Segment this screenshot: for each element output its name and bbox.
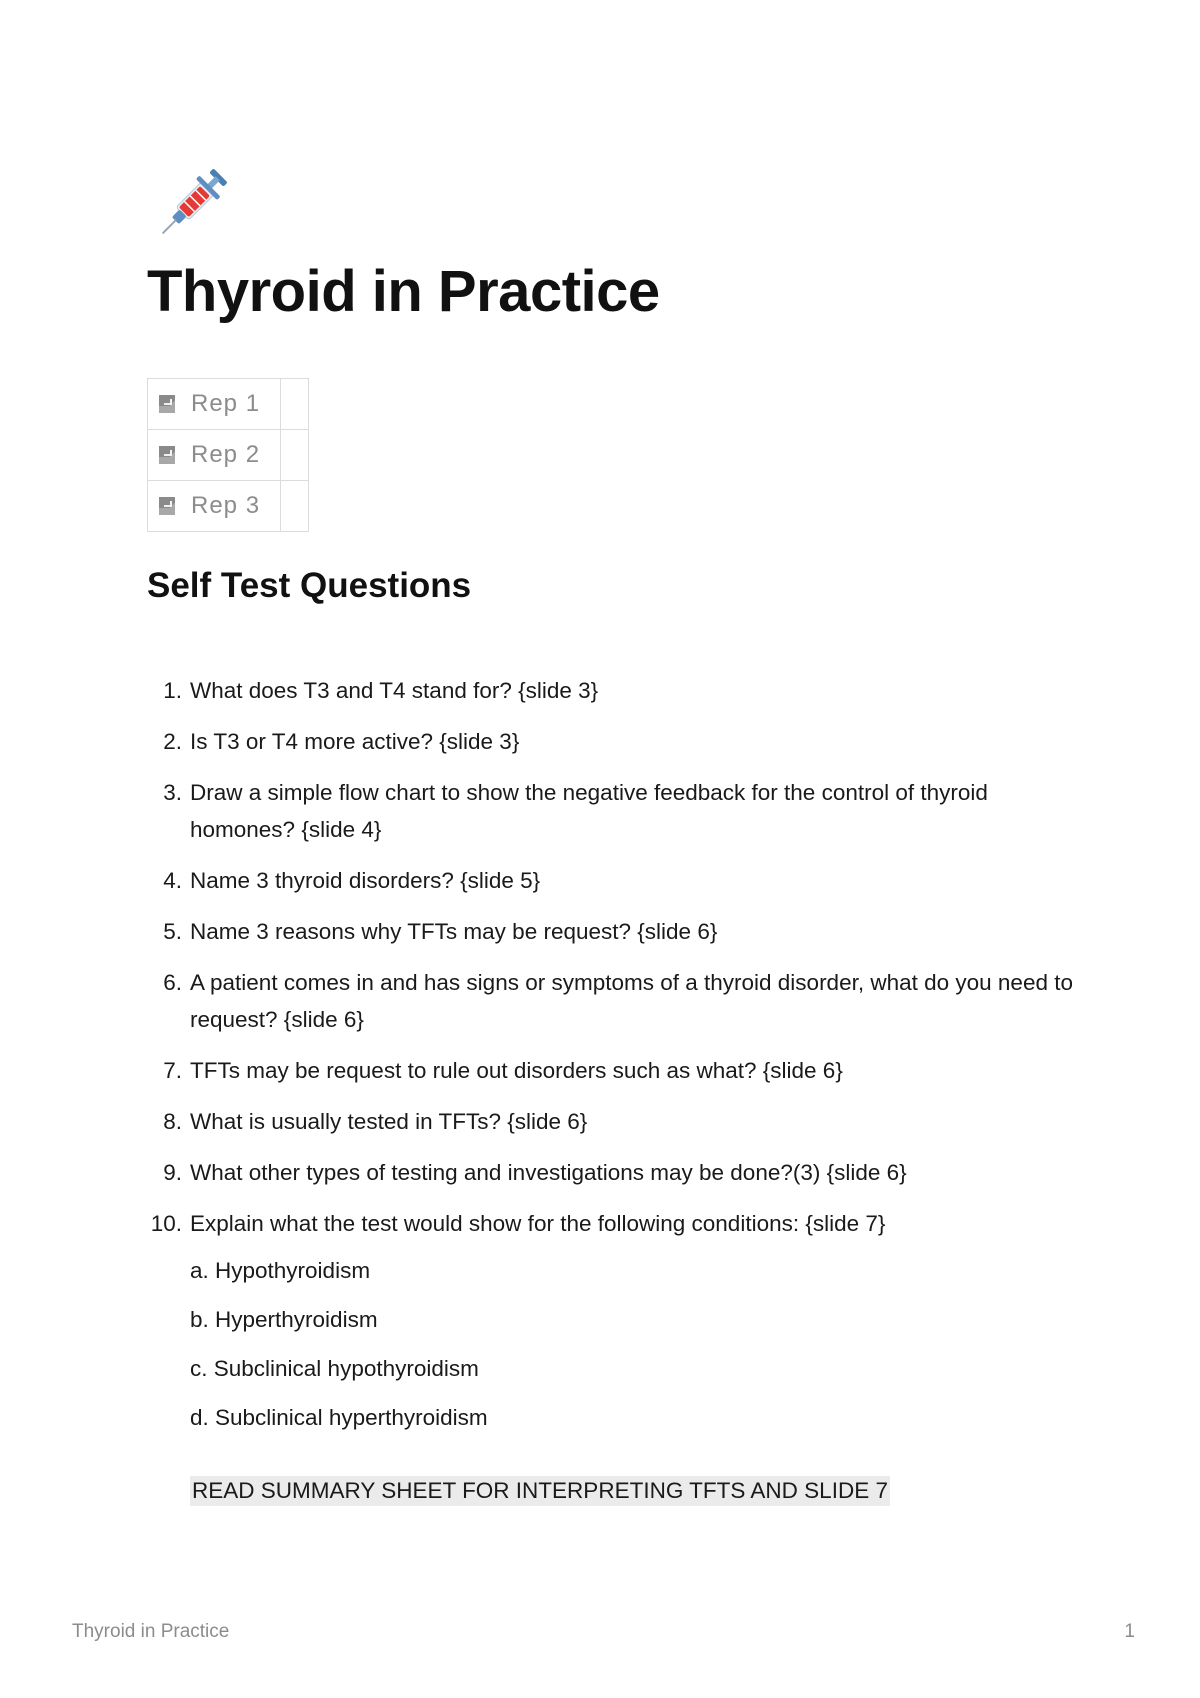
rep-link-2[interactable] bbox=[158, 441, 280, 469]
rep-label: Rep 1 bbox=[191, 390, 261, 417]
question-number: 1. bbox=[163, 678, 182, 703]
rep-link-1[interactable] bbox=[158, 390, 280, 418]
question-text: A patient comes in and has signs or symptoms of a thyroid disorder, what do you need to request? {slide 6} bbox=[190, 970, 1073, 1032]
condition-item: d. Subclinical hyperthyroidism bbox=[190, 1405, 488, 1430]
question-item bbox=[147, 1103, 1077, 1140]
page-number: 1 bbox=[1124, 1621, 1135, 1642]
rep-cell bbox=[148, 430, 281, 481]
syringe-icon bbox=[148, 158, 238, 248]
question-number: 7. bbox=[163, 1058, 182, 1083]
question-text: What is usually tested in TFTs? {slide 6} bbox=[190, 1109, 588, 1134]
table-row bbox=[148, 430, 309, 481]
footer-title: Thyroid in Practice bbox=[72, 1621, 230, 1642]
question-number: 8. bbox=[163, 1109, 182, 1134]
question-item bbox=[147, 964, 1077, 1038]
page-link-icon bbox=[158, 394, 178, 414]
question-item bbox=[147, 1205, 1077, 1436]
question-number: 9. bbox=[163, 1160, 182, 1185]
question-text: Draw a simple flow chart to show the negative feedback for the control of thyroid homones? {slide 4} bbox=[190, 780, 988, 842]
page-link-icon bbox=[158, 496, 178, 516]
table-row bbox=[148, 481, 309, 532]
condition-item: b. Hyperthyroidism bbox=[190, 1307, 378, 1332]
page-title: Thyroid in Practice bbox=[147, 259, 660, 324]
question-number: 3. bbox=[163, 780, 182, 805]
question-number: 5. bbox=[163, 919, 182, 944]
rep-cell bbox=[148, 481, 281, 532]
question-item bbox=[147, 774, 1077, 848]
condition-item: a. Hypothyroidism bbox=[190, 1258, 371, 1283]
empty-cell bbox=[281, 481, 309, 532]
question-item bbox=[147, 862, 1077, 899]
empty-cell bbox=[281, 430, 309, 481]
question-text: Name 3 thyroid disorders? {slide 5} bbox=[190, 868, 541, 893]
rep-links-table bbox=[147, 378, 309, 532]
condition-item: c. Subclinical hypothyroidism bbox=[190, 1356, 479, 1381]
rep-label: Rep 2 bbox=[191, 441, 261, 468]
page-link-icon bbox=[158, 445, 178, 465]
question-text: What other types of testing and investigations may be done?(3) {slide 6} bbox=[190, 1160, 907, 1185]
question-list bbox=[147, 672, 1077, 1450]
question-number: 6. bbox=[163, 970, 182, 995]
question-item bbox=[147, 1052, 1077, 1089]
question-text: Is T3 or T4 more active? {slide 3} bbox=[190, 729, 520, 754]
condition-list bbox=[190, 1252, 1077, 1436]
table-row bbox=[148, 379, 309, 430]
question-text: Explain what the test would show for the following conditions: {slide 7} bbox=[190, 1211, 886, 1236]
question-item bbox=[147, 1154, 1077, 1191]
question-item bbox=[147, 672, 1077, 709]
question-text: TFTs may be request to rule out disorders such as what? {slide 6} bbox=[190, 1058, 843, 1083]
rep-label: Rep 3 bbox=[191, 492, 261, 519]
question-text: What does T3 and T4 stand for? {slide 3} bbox=[190, 678, 599, 703]
rep-cell bbox=[148, 379, 281, 430]
question-item bbox=[147, 913, 1077, 950]
question-text: Name 3 reasons why TFTs may be request? {slide 6} bbox=[190, 919, 718, 944]
empty-cell bbox=[281, 379, 309, 430]
question-number: 10. bbox=[150, 1211, 182, 1236]
question-item bbox=[147, 723, 1077, 760]
question-number: 2. bbox=[163, 729, 182, 754]
rep-link-3[interactable] bbox=[158, 492, 280, 520]
section-heading: Self Test Questions bbox=[147, 566, 472, 605]
summary-note: READ SUMMARY SHEET FOR INTERPRETING TFTS AND SLIDE 7 bbox=[190, 1476, 890, 1506]
question-number: 4. bbox=[163, 868, 182, 893]
